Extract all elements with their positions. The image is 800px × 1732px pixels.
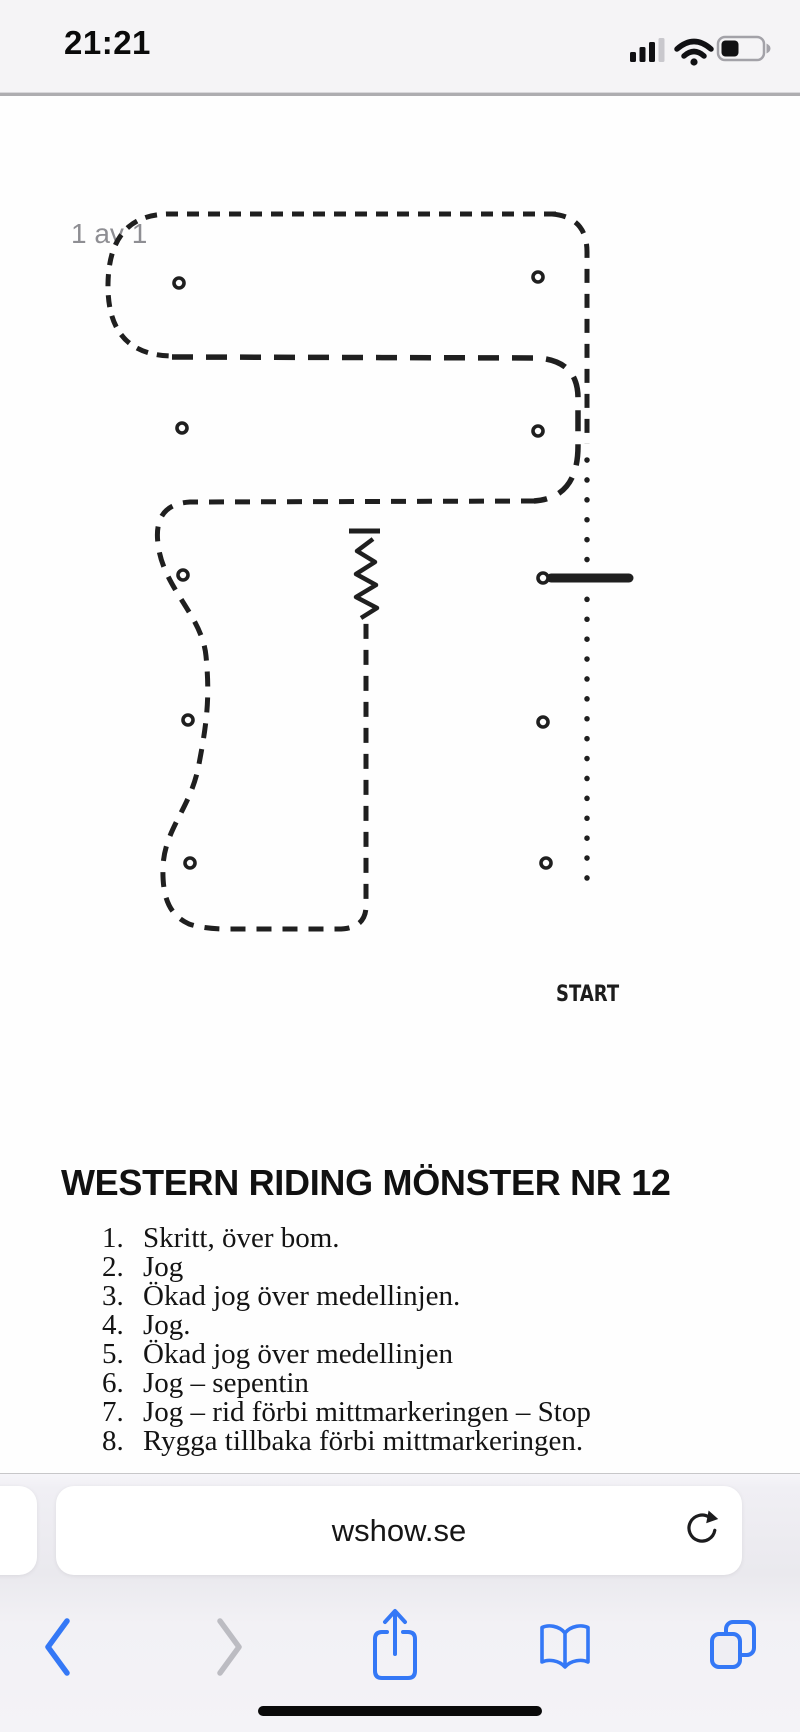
adjacent-tab-stub[interactable]	[0, 1486, 37, 1575]
browser-chrome	[0, 1473, 800, 1732]
status-bar	[0, 0, 800, 92]
clock: 21:21	[64, 24, 151, 61]
pattern-steps	[55, 1224, 785, 1456]
step-text: Jog – rid förbi mittmarkeringen – Stop	[143, 1396, 591, 1428]
address-bar[interactable]	[56, 1486, 742, 1575]
start-label: START	[556, 980, 620, 1007]
step-number: 3.	[102, 1280, 124, 1312]
step-number: 5.	[102, 1338, 124, 1370]
open-book-icon	[542, 1626, 588, 1667]
course-second-line	[172, 357, 578, 501]
list-item	[95, 1282, 785, 1311]
bookmarks-button[interactable]	[539, 1622, 591, 1672]
back-button[interactable]	[43, 1617, 71, 1677]
pattern-title: WESTERN RIDING MÖNSTER NR 12	[61, 1162, 671, 1203]
tabs-icon	[712, 1622, 754, 1667]
course-right-vertical	[552, 214, 587, 444]
step-text: Skritt, över bom.	[143, 1222, 340, 1254]
list-item	[95, 1224, 785, 1253]
share-icon	[375, 1611, 415, 1678]
wifi-icon	[677, 42, 711, 66]
chevron-right-icon	[220, 1621, 239, 1673]
step-text: Jog.	[143, 1309, 191, 1341]
reload-button[interactable]	[684, 1510, 720, 1546]
list-item	[95, 1340, 785, 1369]
step-number: 4.	[102, 1309, 124, 1341]
status-icons	[560, 20, 780, 72]
step-number: 1.	[102, 1222, 124, 1254]
step-number: 6.	[102, 1367, 124, 1399]
web-content	[0, 96, 800, 1473]
step-number: 7.	[102, 1396, 124, 1428]
reload-icon	[689, 1511, 718, 1542]
list-item	[95, 1427, 785, 1456]
list-item	[95, 1253, 785, 1282]
step-number: 8.	[102, 1425, 124, 1457]
step-text: Ökad jog över medellinjen	[143, 1338, 454, 1370]
forward-button[interactable]	[216, 1617, 244, 1677]
page-indicator: 1 av 1	[71, 218, 148, 249]
step-text: Jog	[143, 1251, 184, 1283]
course-serpentine-line	[157, 501, 536, 929]
home-indicator[interactable]	[258, 1706, 542, 1716]
serpentine-zigzag	[356, 539, 377, 618]
step-text: Ökad jog över medellinjen.	[143, 1280, 461, 1312]
tabs-button[interactable]	[708, 1618, 758, 1674]
list-item	[95, 1398, 785, 1427]
address-text: wshow.se	[331, 1512, 467, 1548]
list-item	[95, 1311, 785, 1340]
course-top-loop	[108, 214, 556, 356]
step-number: 2.	[102, 1251, 124, 1283]
cone-markers	[174, 272, 551, 868]
bottom-toolbar	[0, 1602, 800, 1692]
battery-icon	[718, 37, 771, 60]
step-text: Jog – sepentin	[143, 1367, 309, 1399]
step-text: Rygga tillbaka förbi mittmarkeringen.	[143, 1425, 584, 1457]
share-button[interactable]	[369, 1604, 421, 1684]
cellular-signal-icon	[630, 38, 665, 62]
chevron-left-icon	[48, 1621, 67, 1673]
list-item	[95, 1369, 785, 1398]
